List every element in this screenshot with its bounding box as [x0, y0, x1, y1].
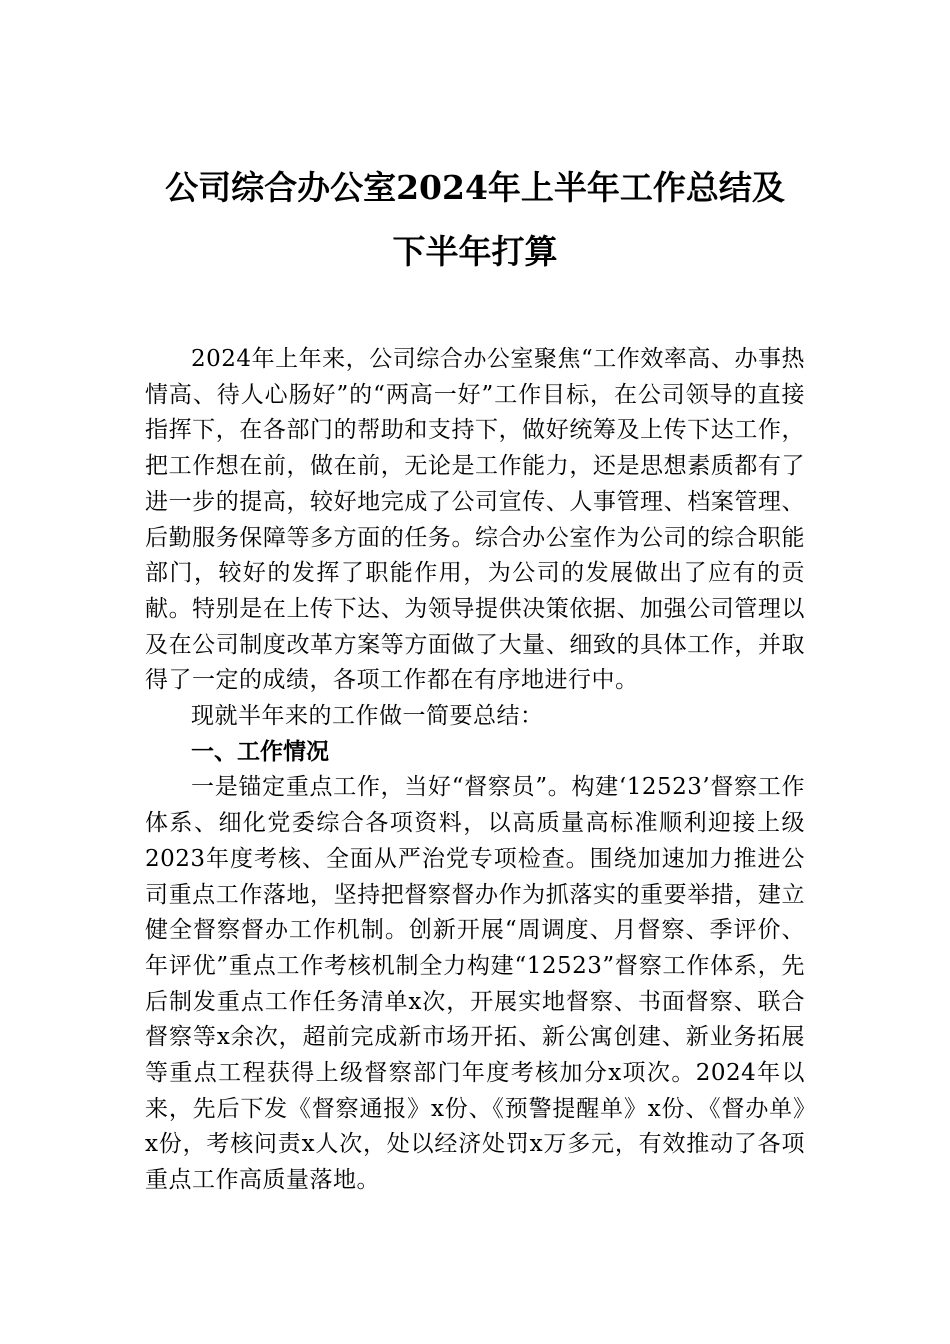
document-title-line-2: 下半年打算 — [392, 232, 558, 271]
intro-paragraph: 2024年上年来，公司综合办公室聚焦“工作效率高、办事热情高、待人心肠好”的“两高一好”工作目标，在公司领导的直接指挥下，在各部门的帮助和支持下，做好统筹及上传下达工作，把工作想在前，做在前，无论是工作能力，还是思想素质都有了进一步的提高，较好地完成了公司宣传、人事管理、档案管理、后勤服务保障等多方面的任务。综合办公室作为公司的综合职能部门，较好的发挥了职能作用，为公司的发展做出了应有的贡献。特别是在上传下达、为领导提供决策依据、加强公司管理以及在公司制度改革方案等方面做了大量、细致的具体工作，并取得了一定的成绩，各项工作都在有序地进行中。 — [145, 346, 805, 694]
document-title-line-1: 公司综合办公室2024年上半年工作总结及 — [165, 168, 785, 207]
document-title — [145, 160, 805, 280]
document-page — [145, 160, 805, 1199]
section1-item1-paragraph: 一是锚定重点工作，当好“督察员”。构建‘12523’督察工作体系、细化党委综合各项资料，以高质量高标准顺利迎接上级2023年度考核、全面从严治党专项检查。围绕加速加力推进公司重点工作落地，坚持把督察督办作为抓落实的重要举措，建立健全督察督办工作机制。创新开展“周调度、月督察、季评价、年评优”重点工作考核机制全力构建“12523”督察工作体系，先后制发重点工作任务清单x次，开展实地督察、书面督察、联合督察等x余次，超前完成新市场开拓、新公寓创建、新业务拓展等重点工程获得上级督察部门年度考核加分x项次。2024年以来，先后下发《督察通报》x份、《预警提醒单》x份、《督办单》x份，考核问责x人次，处以经济处罚x万多元，有效推动了各项重点工作高质量落地。 — [145, 774, 805, 1194]
section-heading-work-status: 一、工作情况 — [191, 738, 329, 765]
document-body — [145, 342, 805, 1199]
summary-lead-paragraph: 现就半年来的工作做一简要总结： — [191, 703, 544, 730]
